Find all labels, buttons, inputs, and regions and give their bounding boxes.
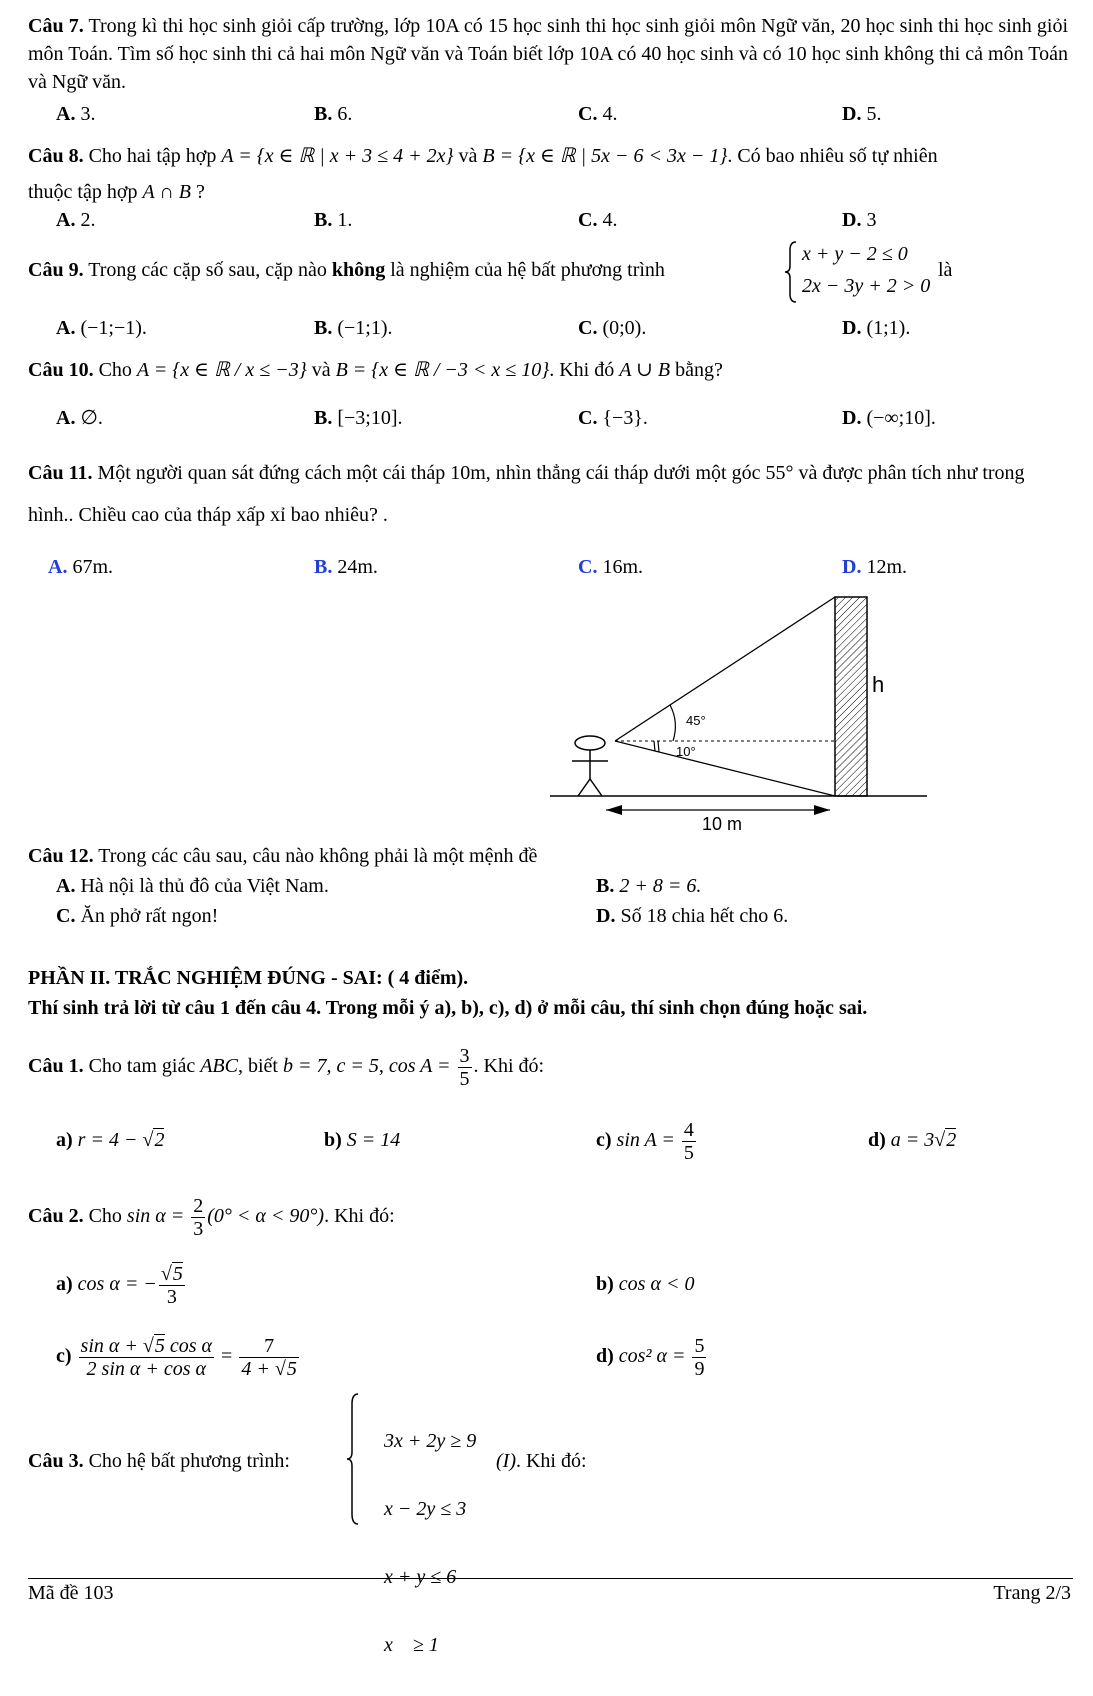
q8-option-b[interactable]: B. 1. (314, 209, 353, 231)
p2q1-item-a[interactable]: a) r = 4 − √2 (56, 1129, 165, 1151)
emphasis-word: không (331, 259, 386, 281)
tower-shape (835, 597, 867, 796)
question-text: . Khi đó (549, 359, 615, 381)
q7-option-b[interactable]: B. 6. (314, 103, 353, 125)
q7-option-a[interactable]: A. 3. (56, 103, 96, 125)
q10-option-a[interactable]: A. ∅. (56, 407, 103, 429)
question-label: Câu 10. (28, 359, 94, 381)
question-text: là (938, 259, 953, 281)
p2-question-1 (28, 1038, 1068, 1094)
question-text: ? (195, 181, 205, 203)
question-text: là nghiệm của hệ bất phương trình (390, 259, 665, 281)
question-text: . Khi đó: (515, 1450, 587, 1472)
question-text: thuộc tập hợp (28, 181, 138, 203)
height-label: h (872, 672, 885, 697)
angle-arc-top (670, 705, 675, 741)
given-values: b = 7, c = 5, cos A = (283, 1055, 451, 1077)
q10-option-d[interactable]: D. (−∞;10]. (842, 407, 936, 429)
q12-option-a[interactable]: A. Hà nội là thủ đô của Việt Nam. (56, 875, 329, 897)
question-text: Trong kì thi học sinh giỏi cấp trường, lớp 10A có 15 học sinh thi học sinh giỏi môn Ngữ văn, 20 học sinh thi học sinh giỏi môn Toán. Tìm số học sinh thi cả hai môn Ngữ văn và Toán biết lớp 10A có 40 học sinh và có 10 học sinh không thi cả môn Toán và Ngữ văn. (28, 15, 1068, 93)
q11-option-c[interactable]: C. 16m. (578, 556, 644, 578)
question-12 (28, 842, 1068, 870)
question-label: Câu 2. (28, 1205, 84, 1227)
question-label: Câu 7. (28, 15, 84, 37)
q12-option-d[interactable]: D. Số 18 chia hết cho 6. (596, 905, 789, 927)
p2q2-item-b[interactable]: b) cos α < 0 (596, 1273, 695, 1295)
question-label: Câu 8. (28, 145, 84, 167)
inequality-2: 2x − 3y + 2 > 0 (802, 275, 931, 297)
union-expression: A ∪ B (619, 359, 671, 381)
sine-expression: sin α = (126, 1205, 185, 1227)
question-text: Trong các câu sau, câu nào không phải là một mệnh đề (98, 845, 538, 867)
q8-option-c[interactable]: C. 4. (578, 209, 618, 231)
question-text: , biết (238, 1055, 278, 1077)
intersection-expression: A ∩ B (142, 181, 191, 203)
inequality-system (364, 1390, 476, 1696)
p2q1-item-b[interactable]: b) S = 14 (324, 1129, 401, 1151)
inequality-2: x − 2y ≤ 3 (384, 1498, 467, 1520)
angle-mark-bottom (654, 741, 655, 751)
distance-label: 10 m (702, 814, 743, 834)
question-text: . Khi đó: (473, 1055, 545, 1077)
set-a-expression: A = {x ∈ ℝ / x ≤ −3} (136, 359, 307, 381)
fraction: $\frac{3}{5}$ (459, 1044, 470, 1090)
q12-option-c[interactable]: C. Ăn phở rất ngon! (56, 905, 219, 927)
q8-option-d[interactable]: D. 3 (842, 209, 877, 231)
question-text: và (458, 145, 478, 167)
p2q1-item-d[interactable]: d) a = 3√2 (868, 1129, 957, 1151)
question-text: Một người quan sát đứng cách một cái tháp 10m, nhìn thẳng cái tháp dưới một góc 55° và được phân tích như trong hình.. Chiều cao của tháp xấp xỉ bao nhiêu? . (28, 462, 1025, 526)
left-brace-icon (346, 1392, 360, 1526)
q12-option-b[interactable]: B. 2 + 8 = 6. (596, 875, 702, 897)
q11-option-d[interactable]: D. 12m. (842, 556, 908, 578)
exam-code: Mã đề 103 (28, 1582, 114, 1604)
q8-option-a[interactable]: A. 2. (56, 209, 96, 231)
inequality-3: x + y ≤ 6 (384, 1566, 457, 1588)
angle-label-bottom: 10° (676, 744, 696, 759)
inequality-1: 3x + 2y ≥ 9 (384, 1430, 477, 1452)
sight-line-bottom (615, 741, 835, 796)
sight-line-top (615, 597, 835, 741)
inequality-1: x + y − 2 ≤ 0 (802, 243, 908, 265)
part-2-title: PHẦN II. TRẮC NGHIỆM ĐÚNG - SAI: ( 4 điểm). (28, 967, 469, 989)
question-text: Cho (88, 1205, 122, 1227)
fraction: $\frac{2}{3}$ (193, 1194, 204, 1240)
question-text: Cho hai tập hợp (88, 145, 217, 167)
triangle-name: ABC (200, 1055, 238, 1077)
p2q2-item-c[interactable]: c) $\frac{\text{sin α + √5 cos α}}{\text{2 sin α + cos α}}$ = $\frac{7}{4 + √5}$ (56, 1334, 297, 1380)
q9-option-c[interactable]: C. (0;0). (578, 317, 647, 339)
question-label: Câu 1. (28, 1055, 84, 1077)
observer-figure (572, 736, 608, 796)
question-label: Câu 12. (28, 845, 94, 867)
question-text: Cho (98, 359, 132, 381)
question-text: Cho hệ bất phương trình: (88, 1450, 290, 1472)
q9-option-d[interactable]: D. (1;1). (842, 317, 911, 339)
q10-option-c[interactable]: C. {−3}. (578, 407, 648, 429)
angle-label-top: 45° (686, 713, 706, 728)
question-text: . Có bao nhiêu số tự nhiên (727, 145, 938, 167)
q11-option-b[interactable]: B. 24m. (314, 556, 378, 578)
question-text: bằng? (675, 359, 723, 381)
p2q2-item-a[interactable]: a) cos α = − $\frac{√5}{3}$ (56, 1262, 183, 1308)
set-b-expression: B = {x ∈ ℝ / −3 < x ≤ 10} (335, 359, 550, 381)
question-text: Cho tam giác (88, 1055, 196, 1077)
q10-option-b[interactable]: B. [−3;10]. (314, 407, 403, 429)
q7-option-c[interactable]: C. 4. (578, 103, 618, 125)
q11-option-a[interactable]: A. 67m. (48, 556, 114, 578)
q7-option-d[interactable]: D. 5. (842, 103, 882, 125)
part-2-instruction: Thí sinh trả lời từ câu 1 đến câu 4. Trong mỗi ý a), b), c), d) ở mỗi câu, thí sinh chọn đúng hoặc sai. (28, 997, 868, 1019)
question-label: Câu 11. (28, 462, 93, 484)
p2q1-item-c[interactable]: c) sin A = $\frac{4}{5}$ (596, 1118, 694, 1164)
footer-divider (28, 1578, 1073, 1579)
page-number: Trang 2/3 (993, 1582, 1071, 1604)
q9-option-b[interactable]: B. (−1;1). (314, 317, 393, 339)
p2-question-2 (28, 1188, 1068, 1244)
set-a-expression: A = {x ∈ ℝ | x + 3 ≤ 4 + 2x} (221, 145, 454, 167)
question-text: Trong các cặp số sau, cặp nào (88, 259, 327, 281)
question-text: và (311, 359, 331, 381)
angle-condition: (0° < α < 90°) (207, 1205, 325, 1227)
q9-option-a[interactable]: A. (−1;−1). (56, 317, 147, 339)
question-label: Câu 9. (28, 259, 84, 281)
question-label: Câu 3. (28, 1450, 84, 1472)
system-tag: (I) (496, 1450, 516, 1472)
set-b-expression: B = {x ∈ ℝ | 5x − 6 < 3x − 1} (482, 145, 728, 167)
inequality-4: x ≥ 1 (384, 1634, 439, 1656)
p2q2-item-d[interactable]: d) cos² α = $\frac{5}{9}$ (596, 1334, 705, 1380)
question-text: . Khi đó: (324, 1205, 395, 1227)
